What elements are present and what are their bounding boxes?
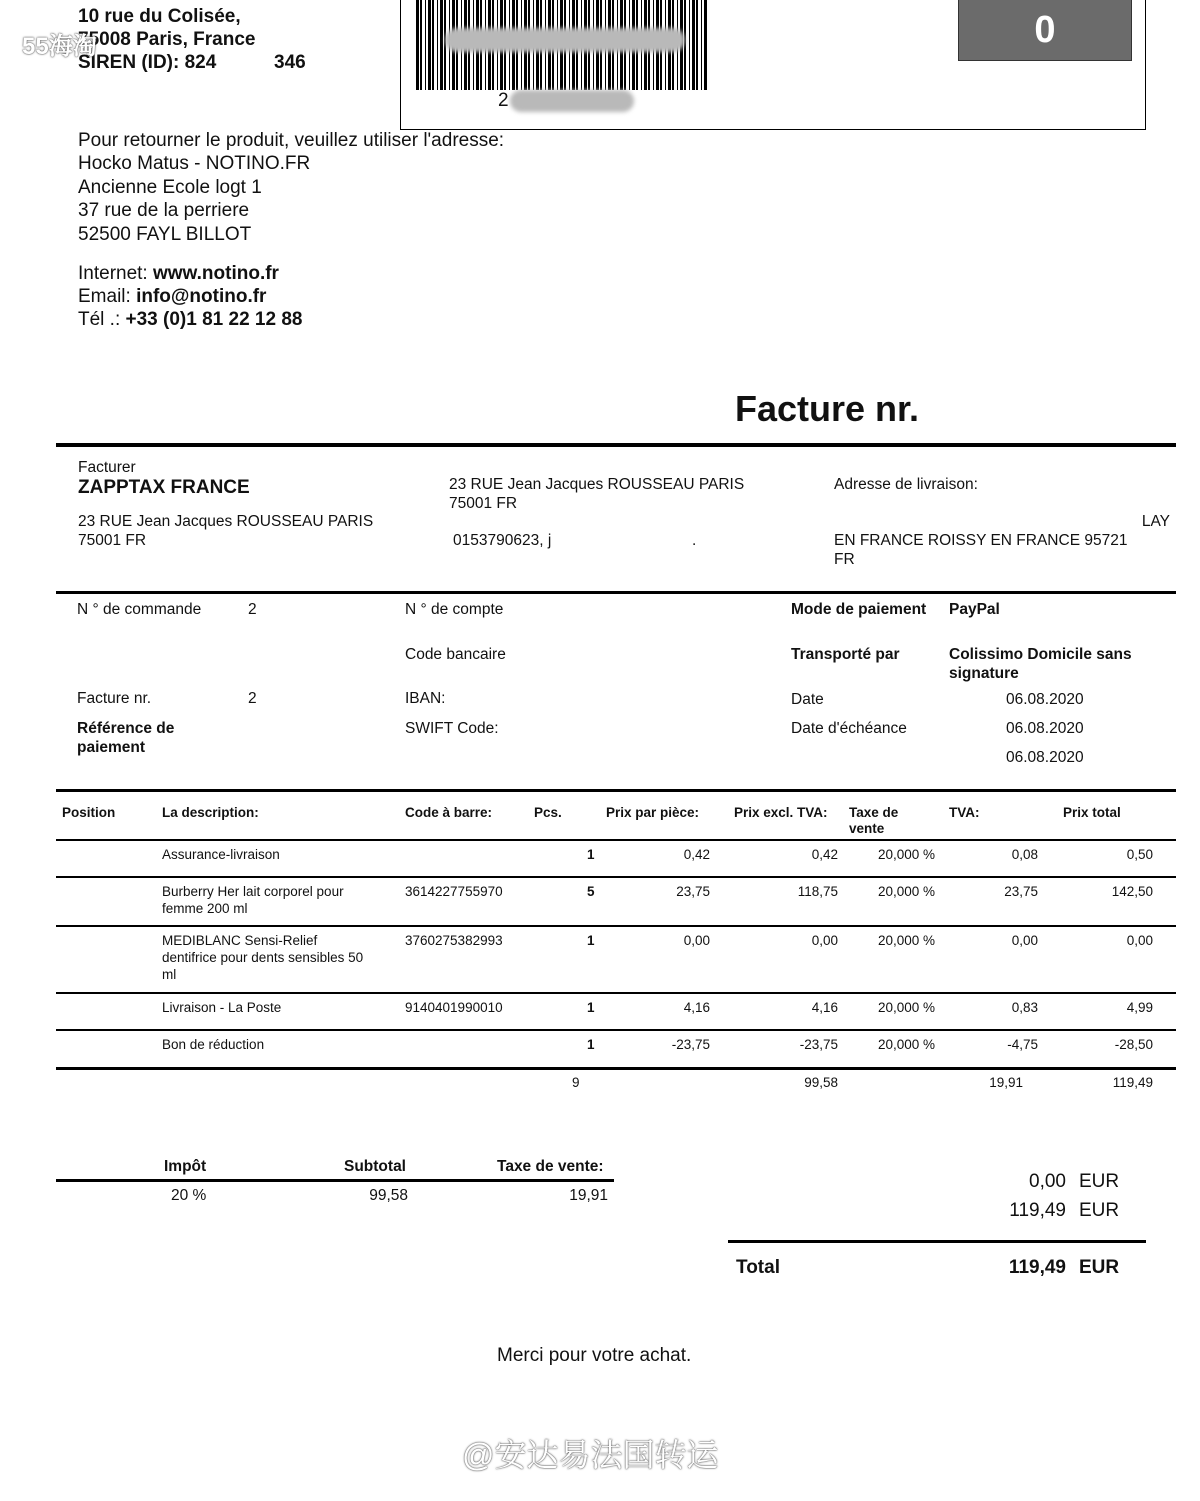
row-tax: 20,000 % [878,1037,936,1052]
delivery-line: FR [834,551,855,568]
row-description: Bon de réduction [162,1037,265,1052]
billing-phone: 0153790623, j [453,532,552,549]
sender-city-prefix: 75008 [78,29,131,50]
barcode-digit: 2 [498,90,509,111]
delivery-label: Adresse de livraison: [834,476,978,493]
row-unit-price: 4,16 [683,1000,710,1015]
row-unit-price: -23,75 [671,1037,710,1052]
billing-label: Facturer [78,459,136,476]
contact-email [78,286,266,308]
row-tva: 0,00 [1011,933,1038,948]
billing-mid-address: 75001 FR [449,495,518,512]
facture-label: Facture nr. [77,690,152,707]
table-row-divider [56,992,1176,994]
tax-taxe-header: Taxe de vente: [497,1158,604,1175]
watermark-top-left: 55海淘 [22,33,97,60]
row-total: -28,50 [1114,1037,1153,1052]
return-line: Hocko Matus - NOTINO.FR [78,153,311,174]
invoice-title: Facture nr. [735,388,920,429]
row-barcode: 3760275382993 [405,933,503,948]
summary-amount-1: 0,00 [1029,1171,1066,1192]
date-value: 06.08.2020 [1006,691,1084,708]
sender-city [78,29,255,51]
paiement-label: Mode de paiement [791,601,927,618]
tax-subtotal-value: 99,58 [369,1187,408,1204]
row-pcs: 1 [587,1000,595,1015]
col-tax: Taxe de [849,805,899,820]
date-label: Date [791,691,824,708]
billing-divider [56,591,1176,594]
row-tax: 20,000 % [878,884,936,899]
table-row-divider [56,839,1176,841]
tel-label: Tél .: [78,309,121,330]
col-total: Prix total [1063,805,1121,820]
row-tax: 20,000 % [878,933,936,948]
title-divider [56,443,1176,447]
row-excl-tva: -23,75 [799,1037,838,1052]
commande-value: 2 [248,601,257,618]
row-tax: 20,000 % [878,1000,936,1015]
return-line: Ancienne Ecole logt 1 [78,177,262,198]
row-pcs: 1 [587,1037,595,1052]
barcode-bar [696,0,698,90]
row-tva: -4,75 [1007,1037,1038,1052]
compte-label: N ° de compte [405,601,504,618]
table-row-divider [56,925,1176,927]
total-tva: 19,91 [989,1075,1023,1090]
swift-label: SWIFT Code: [405,720,499,737]
barcode-bar [432,0,434,90]
col-position: Position [62,805,116,820]
tax-summary-divider [56,1179,614,1182]
barcode-bar [425,0,426,90]
delivery-line: LAY [1141,513,1170,530]
transport-value-2: signature [949,665,1019,682]
tel-number: +33 (0)1 81 22 12 88 [125,309,303,330]
col-description: La description: [162,805,259,820]
row-excl-tva: 0,00 [811,933,838,948]
return-line: 37 rue de la perriere [78,200,250,221]
row-pcs: 1 [587,847,595,862]
row-tva: 0,83 [1011,1000,1038,1015]
barcode-bar [440,0,443,90]
sender-siren-suffix: 346 [274,52,306,73]
commande-label: N ° de commande [77,601,202,618]
row-unit-price: 23,75 [676,884,710,899]
row-total: 0,50 [1126,847,1153,862]
row-description: ml [162,967,177,982]
code-bancaire-label: Code bancaire [405,646,506,663]
col-barcode: Code à barre: [405,805,493,820]
barcode-bar [689,0,690,90]
total-pcs: 9 [572,1075,580,1090]
row-excl-tva: 0,42 [811,847,838,862]
billing-address: 23 RUE Jean Jacques ROUSSEAU PARIS [78,513,374,530]
col-pcs: Pcs. [534,805,562,820]
row-unit-price: 0,42 [683,847,710,862]
tax-impot-header: Impôt [164,1158,207,1175]
row-unit-price: 0,00 [683,933,710,948]
tax-taxe-value: 19,91 [569,1187,608,1204]
paiement-value: PayPal [949,601,1000,618]
row-total: 142,50 [1111,884,1153,899]
echeance-value: 06.08.2020 [1006,720,1084,737]
col-unit-price: Prix par pièce: [606,805,700,820]
col-tva: TVA: [949,805,980,820]
row-excl-tva: 118,75 [797,884,838,899]
total-currency: EUR [1079,1257,1120,1278]
row-pcs: 5 [587,884,595,899]
redacted-barcode-number [445,28,685,52]
col-excl-tva: Prix excl. TVA: [734,805,828,820]
transport-label: Transporté par [791,646,900,663]
barcode-bar [416,0,419,90]
return-line: 52500 FAYL BILLOT [78,224,252,245]
row-barcode: 3614227755970 [405,884,503,899]
reference-label: Référence de [77,720,175,737]
row-total: 4,99 [1126,1000,1153,1015]
col-tax-2: vente [849,821,885,836]
row-description: Burberry Her lait corporel pour [162,884,344,899]
table-row-divider [56,1029,1176,1031]
row-tva: 23,75 [1004,884,1038,899]
summary-divider [728,1240,1146,1243]
thanks-message: Merci pour votre achat. [497,1345,692,1366]
sender-city-suffix: Paris, France [136,29,256,50]
order-divider [56,789,1176,792]
barcode-bar [692,0,695,90]
row-description: Assurance-livraison [162,847,280,862]
sender-siren: SIREN (ID): 824 [78,52,217,73]
internet-link[interactable]: www.notino.fr [153,263,279,284]
barcode-bar [704,0,707,90]
billing-mid-address: 23 RUE Jean Jacques ROUSSEAU PARIS [449,476,745,493]
row-total: 0,00 [1126,933,1153,948]
table-row-divider [56,876,1176,878]
summary-currency-2: EUR [1079,1200,1120,1221]
billing-company: ZAPPTAX FRANCE [78,477,250,498]
redacted-barcode-digits [510,90,634,112]
sender-street: 10 rue du Colisée, [78,6,241,27]
watermark-bottom: @安达易法国转运 [462,1437,719,1473]
row-description: femme 200 ml [162,901,248,916]
total-amount: 119,49 [1008,1257,1066,1278]
total-total: 119,49 [1112,1075,1153,1090]
row-description: Livraison - La Poste [162,1000,282,1015]
summary-amount-2: 119,49 [1009,1200,1066,1221]
internet-label: Internet: [78,263,148,284]
total-excl-tva: 99,58 [804,1075,838,1090]
contact-internet [78,263,279,285]
row-excl-tva: 4,16 [811,1000,838,1015]
iban-label: IBAN: [405,690,446,707]
barcode-bar [701,0,702,90]
billing-dot: . [692,532,697,549]
row-pcs: 1 [587,933,595,948]
echeance-label: Date d'échéance [791,720,907,737]
package-counter: 0 [958,0,1132,61]
table-bottom-divider [56,1067,1176,1070]
row-tax: 20,000 % [878,847,936,862]
barcode-bar [420,0,422,90]
barcode-bar [428,0,431,90]
row-barcode: 9140401990010 [405,1000,503,1015]
summary-currency-1: EUR [1079,1171,1120,1192]
row-description: dentifrice pour dents sensibles 50 [162,950,364,965]
row-tva: 0,08 [1011,847,1038,862]
tax-impot-value: 20 % [171,1187,207,1204]
total-label: Total [736,1257,780,1278]
billing-address: 75001 FR [78,532,147,549]
email-label: Email: [78,286,131,307]
delivery-line: EN FRANCE ROISSY EN FRANCE 95721 [834,532,1128,549]
extra-date-value: 06.08.2020 [1006,749,1084,766]
reference-label-2: paiement [77,739,146,756]
facture-value: 2 [248,690,257,707]
barcode-bar [437,0,438,90]
transport-value: Colissimo Domicile sans [949,646,1132,663]
return-intro: Pour retourner le produit, veuillez utiliser l'adresse: [78,130,505,151]
row-description: MEDIBLANC Sensi-Relief [162,933,318,948]
barcode-bar [684,0,686,90]
tax-subtotal-header: Subtotal [344,1158,406,1175]
email-link[interactable]: info@notino.fr [136,286,267,307]
contact-tel [78,309,302,331]
